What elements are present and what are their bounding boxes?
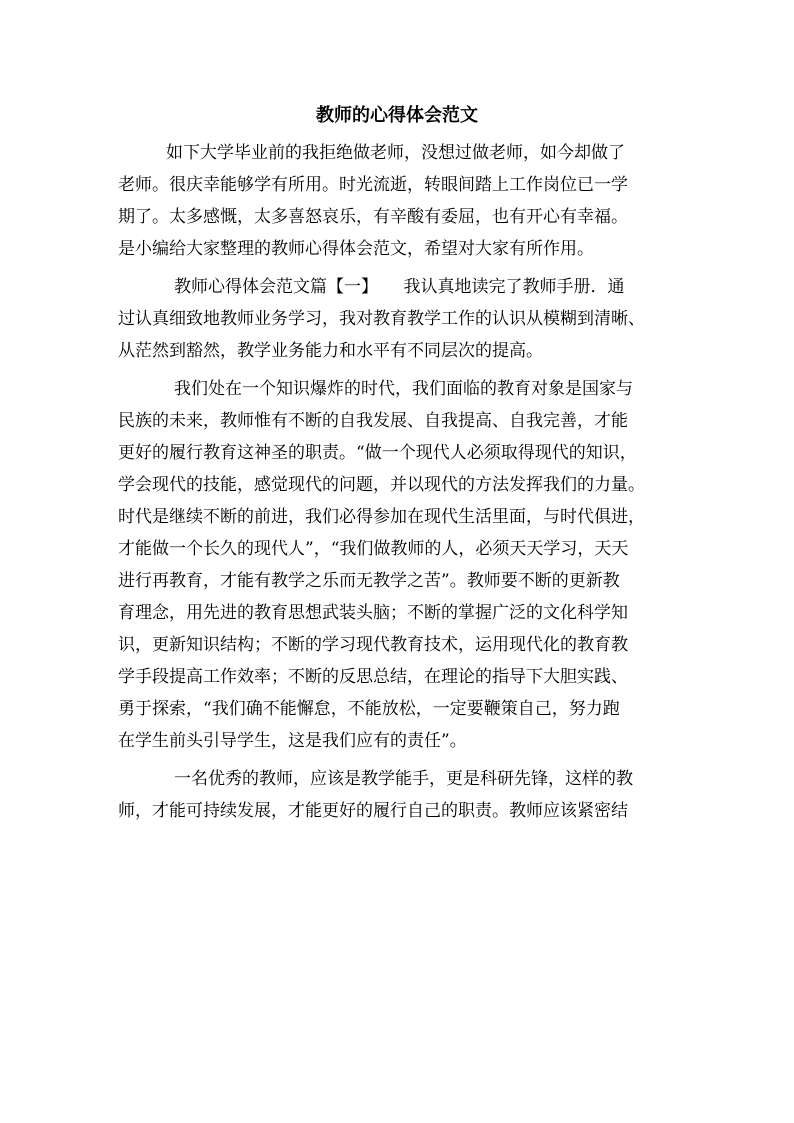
paragraph-excellent-teacher [118, 763, 678, 827]
text-line: 学手段提高工作效率；不断的反思总结，在理论的指导下大胆实践、 [118, 667, 628, 687]
text-line: 是小编给大家整理的教师心得体会范文，希望对大家有所作用。 [118, 239, 594, 259]
paragraph-article-one [118, 271, 678, 367]
text-line: 才能做一个长久的现代人”，“我们做教师的人，必须天天学习，天天 [118, 539, 629, 559]
document-body [118, 137, 678, 827]
text-line: 学会现代的技能，感觉现代的问题，并以现代的方法发挥我们的力量。 [118, 475, 645, 495]
text-line: 时代是继续不断的前进，我们必得参加在现代生活里面，与时代俱进， [118, 507, 645, 527]
paragraph-knowledge-era [118, 373, 678, 757]
text-line: 教师心得体会范文篇【一】 我认真地读完了教师手册．通 [174, 277, 625, 297]
text-line: 育理念，用先进的教育思想武装头脑；不断的掌握广泛的文化科学知 [118, 603, 628, 623]
text-line: 识，更新知识结构；不断的学习现代教育技术，运用现代化的教育教 [118, 635, 628, 655]
text-line: 民族的未来，教师惟有不断的自我发展、自我提高、自我完善，才能 [118, 411, 628, 431]
text-line: 一名优秀的教师，应该是教学能手，更是科研先锋，这样的教 [174, 769, 633, 789]
text-line: 如下大学毕业前的我拒绝做老师，没想过做老师，如今却做了 [166, 143, 625, 163]
text-line: 勇于探索，“我们确不能懈怠，不能放松，一定要鞭策自己，努力跑 [118, 699, 620, 719]
text-line: 老师。很庆幸能够学有所用。时光流逝，转眼间踏上工作岗位已一学 [118, 175, 628, 195]
text-line: 从茫然到豁然，教学业务能力和水平有不同层次的提高。 [118, 341, 543, 361]
paragraph-intro [118, 137, 678, 265]
text-line: 在学生前头引导学生，这是我们应有的责任”。 [118, 731, 467, 751]
text-line: 进行再教育，才能有教学之乐而无教学之苦”。教师要不断的更新教 [118, 571, 620, 591]
text-line: 更好的履行教育这神圣的职责。“做一个现代人必须取得现代的知识， [118, 443, 637, 463]
text-line: 期了。太多感慨，太多喜怒哀乐，有辛酸有委屈，也有开心有幸福。 [118, 207, 628, 227]
document-title: 教师的心得体会范文 [316, 105, 478, 126]
text-line: 过认真细致地教师业务学习，我对教育教学工作的认识从模糊到清晰、 [118, 309, 645, 329]
text-line: 我们处在一个知识爆炸的时代，我们面临的教育对象是国家与 [174, 379, 633, 399]
text-line: 师，才能可持续发展，才能更好的履行自己的职责。教师应该紧密结 [118, 801, 628, 821]
